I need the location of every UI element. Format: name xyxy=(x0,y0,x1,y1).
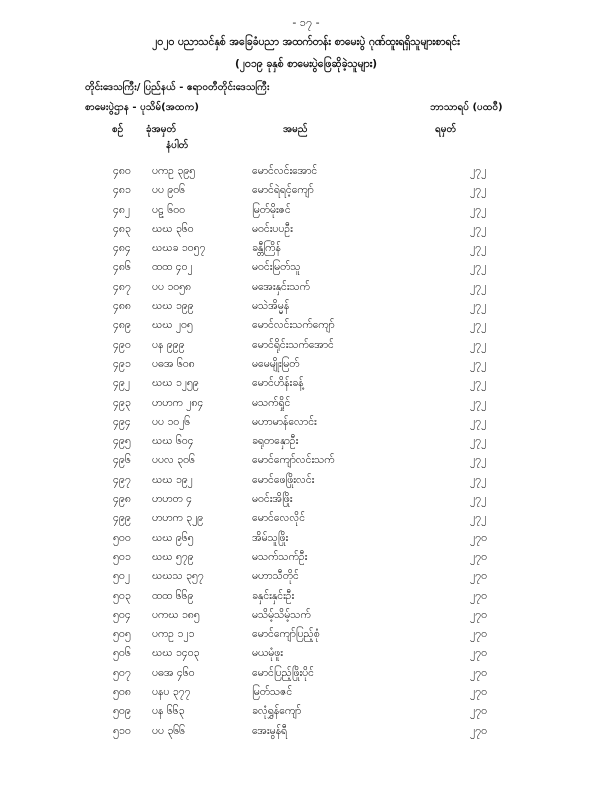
marks-value: ၂၇၀ xyxy=(470,666,487,679)
table-row xyxy=(0,165,612,184)
student-name: မမေမျိုးမြတ် xyxy=(252,357,300,370)
table-row xyxy=(0,204,612,223)
row-number: ၄၈၂ xyxy=(113,203,131,216)
row-number: ၄၈၇ xyxy=(113,280,131,293)
student-name: မဝင်းမြတ်သူ xyxy=(252,261,301,274)
roll-number: ဟဟက ၂၈၄ xyxy=(152,396,204,409)
student-name: မသိမ့်သိမ့်သက် xyxy=(252,608,311,621)
row-number: ၄၉၉ xyxy=(113,512,131,525)
roll-number: ပန ၉၉၉ xyxy=(152,338,185,351)
row-number: ၅၀၀ xyxy=(113,531,131,544)
row-number: ၄၉၈ xyxy=(113,493,131,506)
table-row xyxy=(0,319,612,338)
table-row xyxy=(0,705,612,724)
row-number: ၅၁၀ xyxy=(113,724,131,737)
student-name: မောင်ဟိန်းခန့် xyxy=(252,377,304,390)
results-table xyxy=(0,165,612,744)
table-row xyxy=(0,532,612,551)
table-row xyxy=(0,590,612,609)
table-row xyxy=(0,339,612,358)
marks-value: ၂၇၂ xyxy=(470,242,487,255)
table-row xyxy=(0,261,612,280)
marks-value: ၂၇၀ xyxy=(470,608,487,621)
table-row xyxy=(0,667,612,686)
marks-value: ၂၇၂ xyxy=(470,454,487,467)
marks-value: ၂၇၀ xyxy=(470,647,487,660)
column-header-id: ခုံအမှတ် xyxy=(146,124,177,135)
student-name: ခန္တီကြိန် xyxy=(252,242,281,255)
student-name: မောင်လေလိုင် xyxy=(252,512,306,525)
table-row xyxy=(0,570,612,589)
row-number: ၄၉၃ xyxy=(113,396,131,409)
marks-value: ၂၇၂ xyxy=(470,319,487,332)
roll-number: ဃဃ ၁၂၅၉ xyxy=(152,377,199,390)
row-number: ၅၀၃ xyxy=(113,589,131,602)
marks-value: ၂၇၀ xyxy=(470,724,487,737)
student-name: ခလုံရွှန်ကျော် xyxy=(252,705,302,718)
marks-value: ၂၇၂ xyxy=(470,415,487,428)
row-number: ၄၈၈ xyxy=(113,300,131,313)
table-row xyxy=(0,686,612,705)
student-name: မောင်ကျော်လင်းသက် xyxy=(252,454,335,467)
student-name: မဝင်းပပဦး xyxy=(252,222,293,235)
roll-number: ပဠ ၆၀၀ xyxy=(152,203,186,216)
student-name: ခနှင်းနှင်းဦး xyxy=(252,589,295,602)
table-row xyxy=(0,474,612,493)
roll-number: ပန ၆၆၃ xyxy=(152,705,185,718)
marks-value: ၂၇၂ xyxy=(470,357,487,370)
student-name: မောင်လင်းသက်ကျော် xyxy=(252,319,335,332)
student-name: မောင်ရဲရင့်ကျော် xyxy=(252,184,314,197)
table-row xyxy=(0,416,612,435)
row-number: ၅၀၉ xyxy=(113,705,131,718)
marks-value: ၂၇၂ xyxy=(470,338,487,351)
marks-value: ၂၇၀ xyxy=(470,531,487,544)
table-row xyxy=(0,435,612,454)
marks-value: ၂၇၀ xyxy=(470,705,487,718)
roll-number: ပပ ၃၆၆ xyxy=(152,724,186,737)
row-number: ၄၉၅ xyxy=(113,435,131,448)
roll-number: ပဓအ ၆၀၈ xyxy=(152,357,195,370)
row-number: ၄၈၆ xyxy=(113,261,131,274)
roll-number: ဃဃ ၉၆၅ xyxy=(152,531,194,544)
marks-value: ၂၇၀ xyxy=(470,686,487,699)
table-row xyxy=(0,628,612,647)
row-number: ၄၉၁ xyxy=(113,357,131,370)
roll-number: ဃဃ ၁၉၉ xyxy=(152,300,194,313)
roll-number: ဃဃ ၁၉၂ xyxy=(152,473,193,486)
marks-value: ၂၇၂ xyxy=(470,493,487,506)
document-subtitle: (၂၀၁၉ ခုနှစ် စာမေးပွဲဖြေဆိုခဲ့သူများ) xyxy=(234,58,378,70)
student-name: မယမုံဖူး xyxy=(252,647,283,660)
marks-value: ၂၇၂ xyxy=(470,280,487,293)
row-number: ၅၀၄ xyxy=(113,608,131,621)
table-row xyxy=(0,242,612,261)
marks-value: ၂၇၂ xyxy=(470,222,487,235)
column-header-marks: ရမှတ် xyxy=(435,124,457,135)
row-number: ၄၈၁ xyxy=(113,184,131,197)
table-row xyxy=(0,493,612,512)
roll-number: ဃဃ ၃၆၀ xyxy=(152,222,194,235)
row-number: ၄၉၆ xyxy=(113,454,131,467)
student-name: မဝင်းအိဖြိုး xyxy=(252,493,293,506)
row-number: ၅၀၇ xyxy=(113,666,131,679)
table-row xyxy=(0,300,612,319)
row-number: ၄၈၃ xyxy=(113,222,131,235)
student-name: မဟာသီတိုင် xyxy=(252,570,299,583)
row-number: ၅၀၈ xyxy=(113,686,131,699)
row-number: ၄၉၄ xyxy=(113,415,131,428)
row-number: ၄၈၉ xyxy=(113,319,131,332)
roll-number: ပကဥ ၃၉၅ xyxy=(152,165,196,177)
student-name: မသက်သက်ဦး xyxy=(252,550,308,563)
column-header-id-line2: နံပါတ် xyxy=(166,140,189,151)
table-row xyxy=(0,647,612,666)
student-name: ခရုတနှောဦး xyxy=(252,435,299,448)
exam-center-line: စာမေးပွဲဌာန - ပုသိမ်(အထက) xyxy=(85,102,199,113)
row-number: ၄၈၀ xyxy=(113,165,131,177)
roll-number: ဃဃ ၅၇၉ xyxy=(152,550,194,563)
row-number: ၅၀၆ xyxy=(113,647,131,660)
row-number: ၅၀၁ xyxy=(113,550,131,563)
marks-value: ၂၇၂ xyxy=(470,396,487,409)
marks-value: ၂၇၂ xyxy=(470,184,487,197)
roll-number: ဃဃသ ၃၅၇ xyxy=(152,570,204,583)
region-line: တိုင်းဒေသကြီး/ ပြည်နယ် - ဧရာဝတီတိုင်းဒေသကြီး xyxy=(85,82,270,93)
student-name: မြတ်မိုးဇင် xyxy=(252,203,291,216)
roll-number: ပပလ ၃၀၆ xyxy=(152,454,195,467)
table-row xyxy=(0,609,612,628)
marks-value: ၂၇၀ xyxy=(470,628,487,641)
subject-line: ဘာသာရပ် (ပထဝီ) xyxy=(430,102,503,113)
column-header-no: စဉ် xyxy=(112,124,124,135)
table-row xyxy=(0,512,612,531)
row-number: ၄၉၂ xyxy=(113,377,130,390)
row-number: ၄၈၄ xyxy=(113,242,131,255)
table-row xyxy=(0,454,612,473)
roll-number: ပနပ ၃၇၇ xyxy=(152,686,191,699)
student-name: မောင်ဖေဖြိုးလင်း xyxy=(252,473,315,486)
student-name: မြတ်သဇင် xyxy=(252,686,293,699)
student-name: မသဲအိမ္မန် xyxy=(252,300,290,313)
student-name: မသက်ရှိုင် xyxy=(252,396,291,409)
roll-number: ဃဃ ၆၀၄ xyxy=(152,435,194,448)
table-row xyxy=(0,281,612,300)
roll-number: ဟဟက ၃၂၉ xyxy=(152,512,204,525)
marks-value: ၂၇၂ xyxy=(470,473,487,486)
roll-number: ပကဃ ၁၈၅ xyxy=(152,608,200,621)
column-header-name: အမည် xyxy=(283,124,308,135)
roll-number: ဃဃ ၁၄၀၃ xyxy=(152,647,200,660)
roll-number: ပဓအ ၄၆၀ xyxy=(152,666,195,679)
student-name: မအေးနှင်းသက် xyxy=(252,280,310,293)
marks-value: ၂၇၀ xyxy=(470,550,487,563)
student-name: အိမ်သူဖြိုး xyxy=(252,531,289,544)
marks-value: ၂၇၂ xyxy=(470,261,487,274)
student-name: မောင်ရိုင်းသက်အောင် xyxy=(252,338,334,351)
roll-number: ထထ ၆၆၉ xyxy=(152,589,194,602)
marks-value: ၂၇၂ xyxy=(470,377,487,390)
table-row xyxy=(0,397,612,416)
marks-value: ၂၇၂ xyxy=(470,300,487,313)
page-number: - ၁၇ - xyxy=(292,16,320,29)
marks-value: ၂၇၂ xyxy=(470,203,487,216)
marks-value: ၂၇၂ xyxy=(470,435,487,448)
row-number: ၄၉၀ xyxy=(113,338,131,351)
roll-number: ပကဥ ၁၂၁ xyxy=(152,628,195,641)
table-row xyxy=(0,223,612,242)
table-row xyxy=(0,184,612,203)
table-row xyxy=(0,358,612,377)
table-row xyxy=(0,377,612,396)
student-name: မောင်လင်းအောင် xyxy=(252,165,318,177)
roll-number: ပပ ၉၀၆ xyxy=(152,184,186,197)
student-name: မောင်ကျော်ပြည့်စုံ xyxy=(252,628,320,641)
roll-number: ပပ ၁၀၅၈ xyxy=(152,280,192,293)
roll-number: ပပ ၁၀၂၆ xyxy=(152,415,191,428)
roll-number: ထထ ၄၀၂ xyxy=(152,261,193,274)
roll-number: ဃဃ ၂၀၅ xyxy=(152,319,193,332)
row-number: ၄၉၇ xyxy=(113,473,131,486)
student-name: အေးမွန်ရီ xyxy=(252,724,288,737)
table-row xyxy=(0,725,612,744)
marks-value: ၂၇၂ xyxy=(470,512,487,525)
row-number: ၅၀၂ xyxy=(113,570,130,583)
row-number: ၅၀၅ xyxy=(113,628,131,641)
marks-value: ၂၇၀ xyxy=(470,570,487,583)
marks-value: ၂၇၂ xyxy=(470,165,487,177)
marks-value: ၂၇၀ xyxy=(470,589,487,602)
roll-number: ဃဃခ ၁၀၅၇ xyxy=(152,242,206,255)
table-row xyxy=(0,551,612,570)
student-name: မောင်ပြည့်ဖြိုးပိုင် xyxy=(252,666,314,679)
document-title: ၂၀၂၀ ပညာသင်နှစ် အခြေခံပညာ အထက်တန်း စာမေးပွဲ ဂုဏ်ထူးရရှိသူများစာရင်း xyxy=(152,36,460,48)
student-name: မဟာမာန်လောင်း xyxy=(252,415,317,428)
roll-number: ဟဟတ ၄ xyxy=(152,493,193,506)
